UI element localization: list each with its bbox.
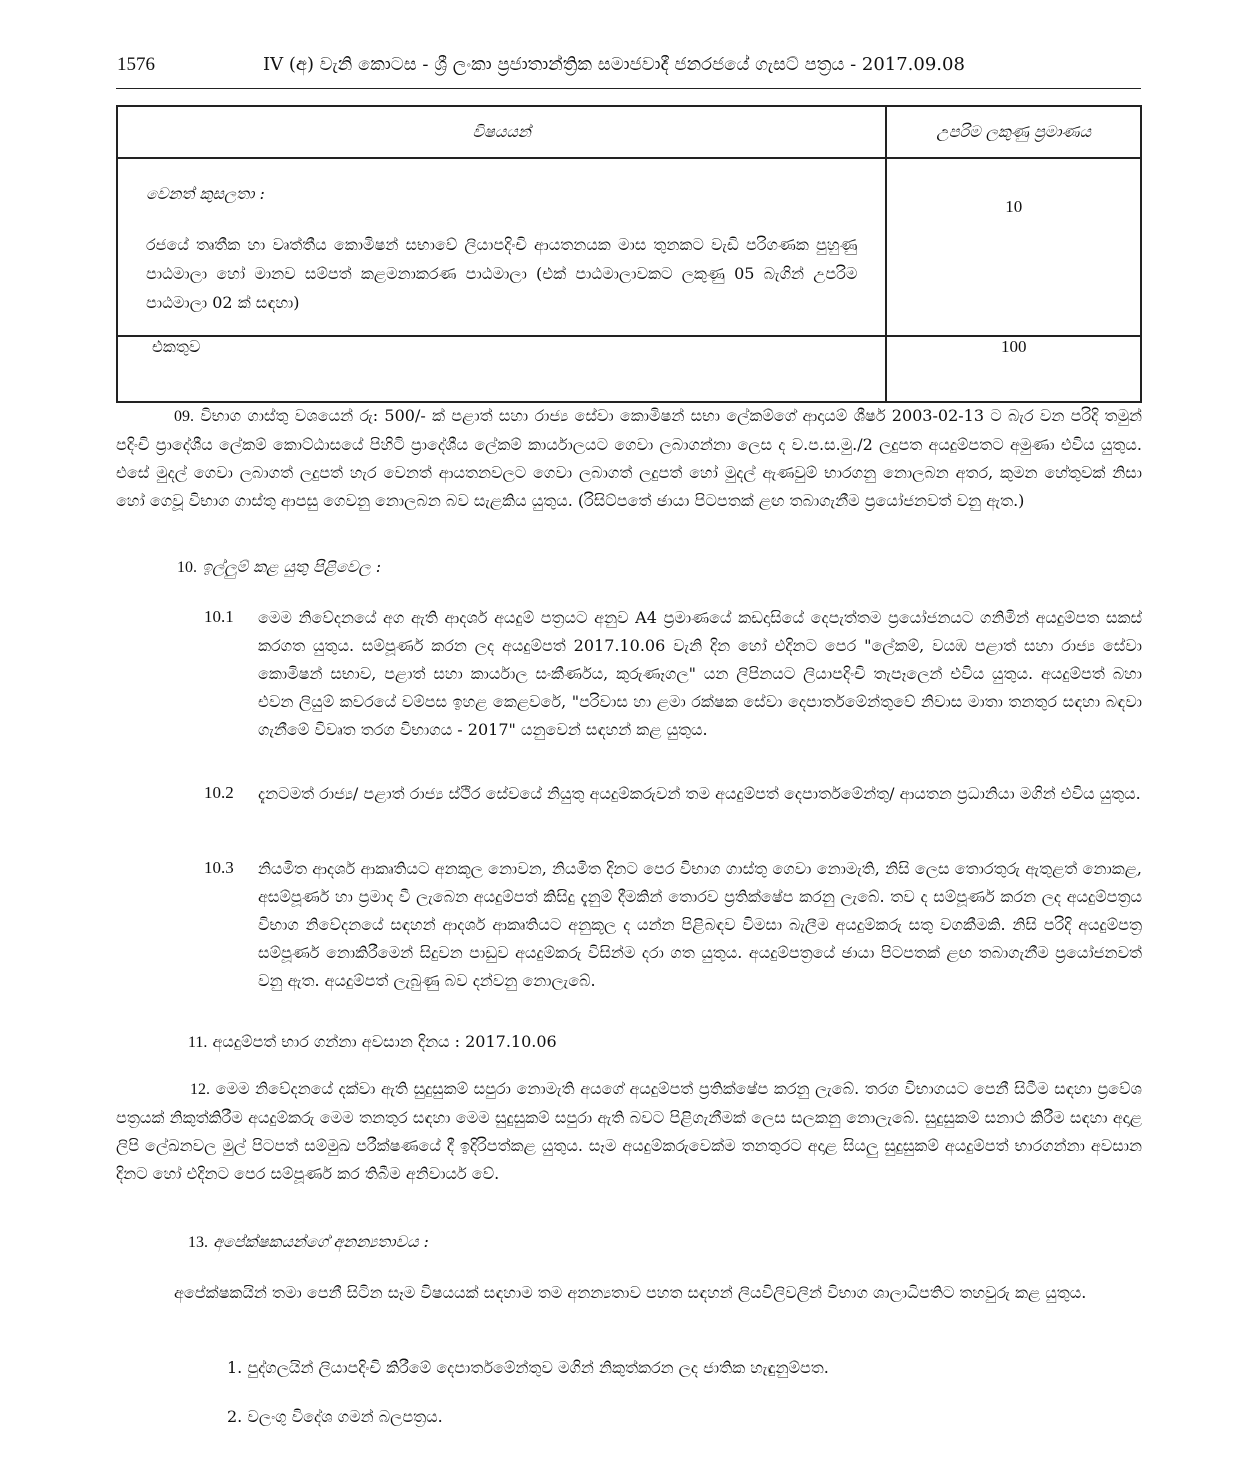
section-13-heading	[188, 1232, 429, 1252]
subsection-10-1-text: මෙම නිවේදනයේ අග ඇති ආදර්ශ අයදුම් පත්‍රයට අනුව A4 ප්‍රමාණයේ කඩදාසියේ දෙපැත්තම ප්‍රයෝජනයට ගනිමින් අයදුම්පත සකස් කරගත යුතුය. සම්පූර්ණ කරන ලද අයදුම්පත් 2017.10.06 වැනි දින හෝ එදිනට පෙර "ලේකම්, වයඹ පළාත් සහා රාජ්‍ය සේවා කොමිෂන් සභාව, පළාත් සහා කාර්යාල සංකීර්ණය, කුරුණෑගල" යන ලිපිනයට ලියාපදිංචි තැපෑලෙන් එවිය යුතුය. අයදුම්පත් බහා එවන ලියුම් කවරයේ වම්පස ඉහළ කෙළවරේ, "පරිවාස හා ළමා රක්ෂක සේවා දෙපාර්තමේන්තුවේ නිවාස මාතා තනතුර සඳහා බඳවා ගැනීමේ විවෘත තරග විභාගය - 2017" යනුවෙන් සඳහන් කළ යුතුය.	[258, 608, 1142, 739]
section-number: 09.	[174, 408, 194, 425]
subsection-number: 10.2	[204, 783, 234, 802]
section-number: 12.	[190, 1081, 210, 1098]
column-header-max-marks: උපරිම ලකුණු ප්‍රමාණය	[886, 106, 1141, 158]
column-header-subjects: විෂයයන්	[117, 106, 886, 158]
subject-cell	[117, 158, 886, 336]
section-heading-text: අපේක්ෂකයන්ගේ අනන්‍යතාවය :	[213, 1232, 429, 1251]
table-header-row	[117, 106, 1141, 158]
section-number: 11.	[188, 1034, 208, 1051]
subsection-10-2-text: දැනටමත් රාජ්‍ය/ පළාත් රාජ්‍ය ස්ථිර සේවයේ නියුතු අයදුම්කරුවන් තම අයදුම්පත් දෙපාර්තමේන්තු/ ආයතන ප්‍රධානියා මගින් එවිය යුතුය.	[258, 784, 1141, 803]
subject-description: රජයේ තෘතීක හා වෘත්තීය කොමිෂන් සභාවේ ලියාපදිංචි ආයතනයක මාස තුනකට වැඩි පරිගණක පුහුණු පාඨමාලා හෝ මානව සම්පත් කළමනාකරණ පාඨමාලා (එක් පාඨමාලාවකට ලකුණු 05 බැගින් උපරිම පාඨමාලා 02 ක් සඳහා)	[146, 235, 858, 312]
section-heading-text: ඉල්ලුම් කළ යුතු පිළිවෙල :	[202, 557, 382, 576]
list-item: 1. පුද්ගලයින් ලියාපදිංචි කිරීමේ දෙපාර්තමේන්තුව මගින් නිකුත්කරන ලද ජාතික හැඳුනුම්පත.	[227, 1358, 829, 1377]
table-row	[117, 158, 1141, 336]
section-09	[116, 402, 1142, 515]
section-11	[188, 1032, 557, 1052]
subsection-number: 10.1	[204, 607, 234, 626]
section-13-text: අපේක්ෂකයින් තමා පෙනී සිටින සෑම විෂයයක් සඳහාම තම අනන්‍යතාව පහත සඳහන් ලියවිලිවලින් විභාග ශාලාධිපතිට තහවුරු කළ යුතුය.	[174, 1283, 1087, 1302]
subsection-10-3-text: නියමිත ආදර්ශ ආකෘතියට අනකූල නොවන, නියමිත දිනට පෙර විභාග ගාස්තු ගෙවා නොමැති, නිසි ලෙස තොරතුරු ඇතුළත් නොකළ, අසම්පූර්ණ හා ප්‍රමාද වී ලැබෙන අයදුම්පත් කිසිදු දැනුම් දීමකින් තොරව ප්‍රතික්ෂේප කරනු ලැබේ. තව ද සම්පූර්ණ කරන ලද අයදුම්පත්‍රය විභාග නිවේදනයේ සඳහන් ආදර්ශ ආකෘතියට අනුකූල ද යන්න පිළිබඳව විමසා බැලීම අයදුම්කරු සතු වගකීමකි. නිසි පරිදි අයදුම්පත්‍ර සම්පූර්ණ නොකිරීමෙන් සිදුවන පාඩුව අයදුම්කරු විසින්ම දරා ගත යුතුය. අයදුම්පත්‍රයේ ඡායා පිටපතක් ළඟ තබාගැනීම ප්‍රයෝජනවත් වනු ඇත. අයදුම්පත් ලැබුණු බව දන්වනු නොලැබේ.	[258, 859, 1142, 990]
header-divider	[116, 88, 1141, 89]
list-item: 2. වලංගු විදේශ ගමන් බලපත්‍රය.	[227, 1407, 443, 1426]
section-12	[116, 1075, 1142, 1188]
section-number: 13.	[188, 1234, 208, 1251]
gazette-header-title: IV (අ) වැනි කොටස - ශ්‍රී ලංකා ප්‍රජාතාන්ත්‍රික සමාජවාදී ජනරජයේ ගැසට් පත්‍රය - 2017.09.08	[263, 54, 965, 75]
section-text: අයදුම්පත් භාර ගන්නා අවසාන දිනය : 2017.10.06	[212, 1032, 557, 1051]
section-text: විභාග ගාස්තු වශයෙන් රු: 500/- ක් පළාත් සහා රාජ්‍ය සේවා කොමිෂන් සභා ලේකම්ගේ ආදායම් ශීර්ෂ 2003-02-13 ට බැර වන පරිදි තමුන් පදිංචි ප්‍රාදේශීය ලේකම් කොට්ඨාසයේ පිහිටි ප්‍රාදේශීය ලේකම් කාර්යාලයට ගෙවා ලබාගන්නා ලෙස ද ව.ප.ස.මු./2 ලදුපත අයදුම්පතට අමුණා එවිය යුතුය. එසේ මුදල් ගෙවා ලබාගත් ලදුපත් හැර වෙනත් ආයතනවලට ගෙවා ලබාගත් ලදුපත් හෝ මුදල් ඇණවුම් භාරගනු නොලබන අතර, කුමන හේතුවක් නිසා හෝ ගෙවූ විභාග ගාස්තු ආපසු ගෙවනු නොලබන බව සැළකිය යුතුය. (රිසිට්පතේ ඡායා පිටපතක් ළඟ තබාගැනීම ප්‍රයෝජනවත් වනු ඇත.)	[116, 406, 1142, 510]
section-number: 10.	[177, 559, 197, 576]
page-number: 1576	[117, 54, 155, 75]
total-value: 100	[886, 336, 1141, 402]
subject-heading: වෙනත් කුසලතා :	[146, 184, 265, 203]
total-label: එකතුව	[117, 336, 886, 402]
table-total-row	[117, 336, 1141, 402]
max-marks-cell: 10	[886, 158, 1141, 336]
subsection-number: 10.3	[204, 858, 234, 877]
section-10-heading	[177, 557, 381, 577]
marks-table	[116, 105, 1142, 403]
section-text: මෙම නිවේදනයේ දක්වා ඇති සුදුසුකම් සපුරා නොමැති අයගේ අයදුම්පත් ප්‍රතික්ෂේප කරනු ලැබේ. තරග විභාගයට පෙනී සිටීම සඳහා ප්‍රවේශ පත්‍රයක් නිකුත්කිරීම අයදුම්කරු මෙම තනතුර සඳහා මෙම සුදුසුකම් සපුරා ඇති බවට පිළිගැනීමක් ලෙස සලකනු නොලැබේ. සුදුසුකම් සනාථ කිරීම සඳහා අදාළ ලිපි ලේඛනවල මුල් පිටපත් සම්මුඛ පරීක්ෂණයේ දී ඉදිරිපත්කළ යුතුය. සෑම අයදුම්කරුවෙක්ම තනතුරට අදාළ සියලු සුදුසුකම් අයදුම්පත් භාරගන්නා අවසාන දිනට හෝ එදිනට පෙර සම්පූර්ණ කර තිබීම අනිවාර්ය වේ.	[116, 1079, 1142, 1183]
